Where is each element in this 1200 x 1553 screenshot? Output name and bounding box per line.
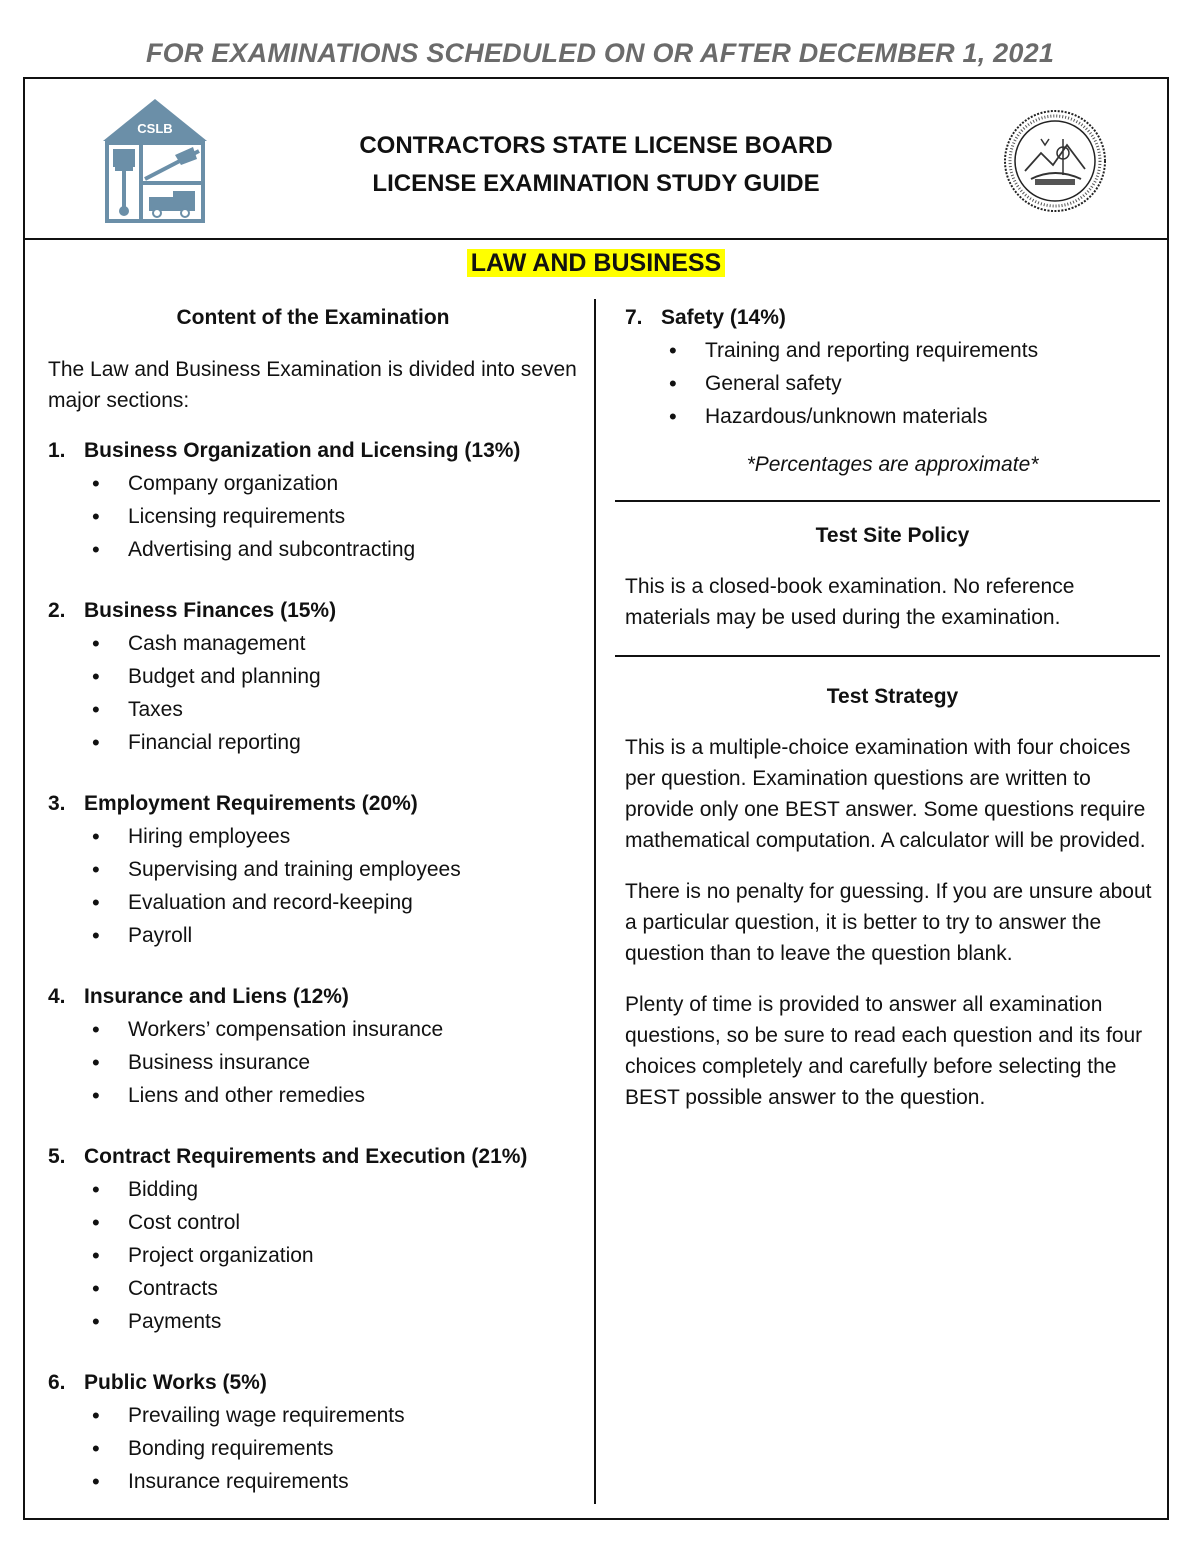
strategy-heading: Test Strategy	[826, 685, 959, 708]
list-item: • Project organization	[48, 1239, 578, 1272]
strategy-paragraph: This is a multiple-choice examination with four choices per question. Examination questions are written to provide only one BEST answer. Some questions require mathematical computation. A calculator will be provided.	[625, 736, 1146, 852]
section-items	[48, 1013, 578, 1112]
section-title: 5. Contract Requirements and Execution (21%)	[48, 1145, 528, 1168]
section-title: 1. Business Organization and Licensing (13%)	[48, 439, 521, 462]
list-item: • Payroll	[48, 919, 578, 952]
section-items	[48, 627, 578, 759]
section-title: 2. Business Finances (15%)	[48, 599, 337, 622]
list-item: • Hazardous/unknown materials	[625, 400, 1160, 433]
list-item: • Bidding	[48, 1173, 578, 1206]
right-column	[625, 301, 1160, 1113]
list-item: • Insurance requirements	[48, 1465, 578, 1498]
section-items	[625, 334, 1160, 433]
exam-date-note: FOR EXAMINATIONS SCHEDULED ON OR AFTER DECEMBER 1, 2021	[145, 38, 1055, 68]
list-item: • Advertising and subcontracting	[48, 533, 578, 566]
header	[25, 79, 1167, 240]
list-item: • Liens and other remedies	[48, 1079, 578, 1112]
section-items	[48, 820, 578, 952]
section-title: 6. Public Works (5%)	[48, 1371, 267, 1394]
list-item: • Budget and planning	[48, 660, 578, 693]
list-item: • General safety	[625, 367, 1160, 400]
strategy-paragraph: There is no penalty for guessing. If you are unsure about a particular question, it is better to try to answer the question than to leave the question blank.	[625, 880, 1152, 965]
list-item: • Training and reporting requirements	[625, 334, 1160, 367]
divider	[615, 655, 1160, 657]
list-item: • Hiring employees	[48, 820, 578, 853]
board-title: CONTRACTORS STATE LICENSE BOARD	[359, 132, 833, 159]
logo-text: CSLB	[137, 121, 173, 136]
guide-titles	[25, 127, 1167, 203]
section-4	[48, 980, 578, 1112]
list-item: • Evaluation and record-keeping	[48, 886, 578, 919]
section-7	[625, 301, 1160, 433]
list-item: • Taxes	[48, 693, 578, 726]
study-guide-frame	[23, 77, 1169, 1520]
section-title: 4. Insurance and Liens (12%)	[48, 985, 349, 1008]
section-items	[48, 467, 578, 566]
section-5	[48, 1140, 578, 1338]
list-item: • Payments	[48, 1305, 578, 1338]
section-1	[48, 434, 578, 566]
section-title: 7. Safety (14%)	[625, 306, 786, 329]
section-title: 3. Employment Requirements (20%)	[48, 792, 418, 815]
section-3	[48, 787, 578, 952]
list-item: • Bonding requirements	[48, 1432, 578, 1465]
section-6	[48, 1366, 578, 1498]
policy-heading: Test Site Policy	[815, 524, 970, 547]
list-item: • Business insurance	[48, 1046, 578, 1079]
guide-title: LICENSE EXAMINATION STUDY GUIDE	[372, 170, 820, 197]
exam-name: LAW AND BUSINESS	[467, 249, 725, 277]
content-intro: The Law and Business Examination is divided into seven major sections:	[48, 358, 577, 412]
percentages-note: *Percentages are approximate*	[746, 453, 1039, 476]
left-column	[48, 301, 578, 1498]
list-item: • Workers’ compensation insurance	[48, 1013, 578, 1046]
policy-text: This is a closed-book examination. No reference materials may be used during the examination.	[625, 575, 1075, 629]
section-items	[48, 1173, 578, 1338]
content-heading: Content of the Examination	[176, 306, 450, 329]
list-item: • Cost control	[48, 1206, 578, 1239]
section-items	[48, 1399, 578, 1498]
list-item: • Cash management	[48, 627, 578, 660]
state-seal-icon	[1001, 109, 1109, 213]
list-item: • Company organization	[48, 467, 578, 500]
list-item: • Prevailing wage requirements	[48, 1399, 578, 1432]
list-item: • Licensing requirements	[48, 500, 578, 533]
list-item: • Supervising and training employees	[48, 853, 578, 886]
list-item: • Contracts	[48, 1272, 578, 1305]
section-2	[48, 594, 578, 759]
divider	[615, 500, 1160, 502]
strategy-paragraph: Plenty of time is provided to answer all examination questions, so be sure to read each question and its four choices completely and carefully before selecting the BEST possible answer to the question.	[625, 993, 1143, 1109]
column-divider	[594, 299, 596, 1504]
list-item: • Financial reporting	[48, 726, 578, 759]
exam-section-title	[25, 249, 1167, 278]
